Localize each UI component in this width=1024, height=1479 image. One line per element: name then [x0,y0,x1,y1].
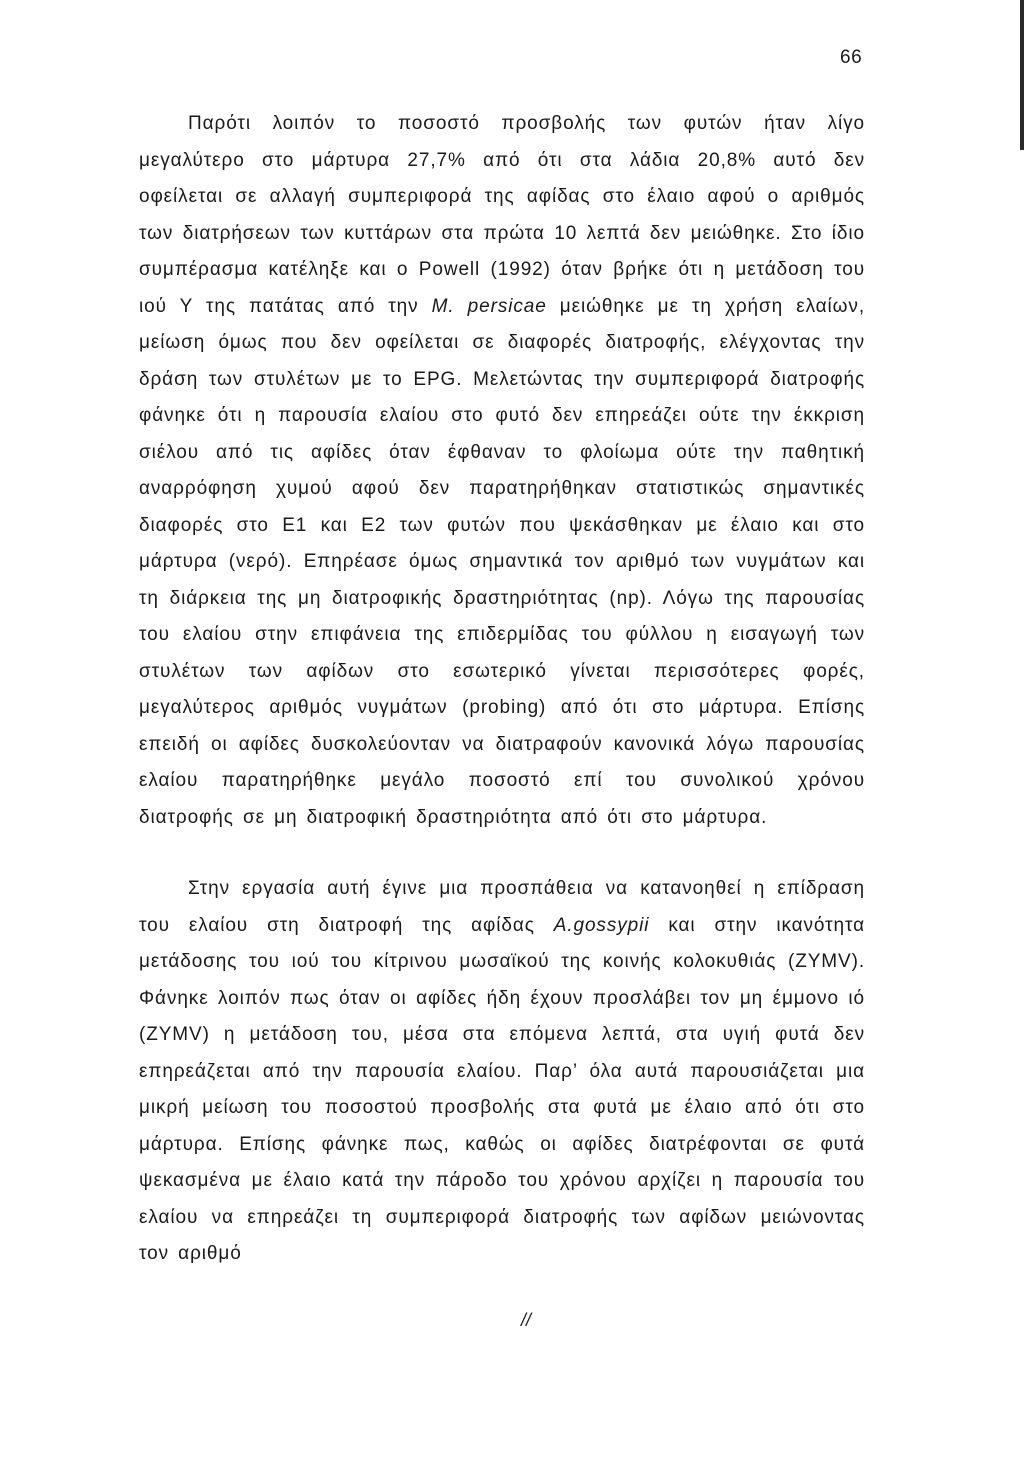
page-number: 66 [840,47,863,68]
paragraph-2-text-a: Στην εργασία αυτή έγινε μια προσπάθεια να κατανοηθεί η επίδραση του ελαίου στη διατροφή της αφίδας [139,878,865,936]
paragraph-1-text-a: Παρότι λοιπόν το ποσοστό προσβολής των φυτών ήταν λίγο μεγαλύτερο στο μάρτυρα 27,7% από ότι στα λάδια 20,8% αυτό δεν οφείλεται σε αλλαγή συμπεριφορά της αφίδας στο έλαιο αφού ο αριθμός των διατρήσεων των κυττάρων στα πρώτα 10 λεπτά δεν μειώθηκε. Στο ίδιο συμπέρασμα κατέληξε και ο Powell (1992) όταν βρήκε ότι η μετάδοση του ιού Υ της πατάτας από την [139,113,865,317]
page-body [139,106,865,1273]
species-name-a-gossypii: A.gossypii [553,914,650,936]
paragraph-2-text-b: και στην ικανότητα μετάδοσης του ιού του κίτρινου μωσαϊκού της κοινής κολοκυθιάς (ZYMV). Φάνηκε λοιπόν πως όταν οι αφίδες ήδη έχουν προσλάβει τον μη έμμονο ιό (ZYMV) η μετάδοση του, μέσα στα επόμενα λεπτά, στα υγιή φυτά δεν επηρεάζεται από την παρουσία ελαίου. Παρ’ όλα αυτά παρουσιάζεται μια μικρή μείωση του ποσοστού προσβολής στα φυτά με έλαιο από ότι στο μάρτυρα. Επίσης φάνηκε πως, καθώς οι αφίδες διατρέφονται σε φυτά ψεκασμένα με έλαιο κατά την πάροδο του χρόνου αρχίζει η παρουσία του ελαίου να επηρεάζει τη συμπεριφορά διατροφής των αφίδων μειώνοντας τον αριθμό [139,914,865,1264]
paragraph-1-text-b: μειώθηκε με τη χρήση ελαίων, μείωση όμως που δεν οφείλεται σε διαφορές διατροφής, ελέγχοντας την δράση των στυλέτων με το EPG. Μελετώντας την συμπεριφορά διατροφής φάνηκε ότι η παρουσία ελαίου στο φυτό δεν επηρεάζει ούτε την έκκριση σιέλου από τις αφίδες όταν έφθαναν το φλοίωμα ούτε την παθητική αναρρόφηση χυμού αφού δεν παρατηρήθηκαν στατιστικώς σημαντικές διαφορές στο Ε1 και Ε2 των φυτών που ψεκάσθηκαν με έλαιο και στο μάρτυρα (νερό). Επηρέασε όμως σημαντικά τον αριθμό των νυγμάτων και τη διάρκεια της μη διατροφικής δραστηριότητας (np). Λόγω της παρουσίας του ελαίου στην επιφάνεια της επιδερμίδας του φύλλου η εισαγωγή των στυλέτων των αφίδων στο εσωτερικό γίνεται περισσότερες φορές, μεγαλύτερος αριθμός νυγμάτων (probing) από ότι στο μάρτυρα. Επίσης επειδή οι αφίδες δυσκολεύονταν να διατραφούν κανονικά λόγω παρουσίας ελαίου παρατηρήθηκε μεγάλο ποσοστό επί του συνολικού χρόνου διατροφής σε μη διατροφική δραστηριότητα από ότι στο μάρτυρα. [139,295,865,828]
scan-edge-bar [1020,0,1024,150]
continuation-mark: // [521,1310,532,1330]
paragraph-2 [139,871,865,1273]
paragraph-1 [139,106,865,836]
species-name-m-persicae: M. persicae [431,295,547,317]
